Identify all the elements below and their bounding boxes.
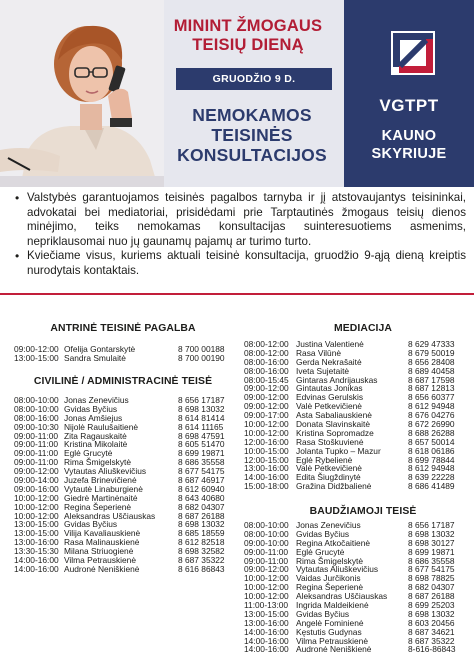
phone-number[interactable]: 8 676 04276 [408, 410, 455, 421]
consult-time: 09:00-11:00 [244, 546, 289, 557]
consultant-name: Iveta Sujetaitė [296, 365, 350, 376]
phone-number[interactable]: 8 687 35322 [178, 555, 225, 566]
consult-time: 08:00-16:00 [14, 412, 59, 423]
consult-time: 13:00-16:00 [244, 463, 289, 474]
consult-time: 13:00-15:00 [14, 352, 59, 363]
consult-time: 14:00-16:00 [244, 472, 289, 483]
civiline-schedule [14, 396, 234, 574]
consult-time: 15:00-18:00 [244, 481, 289, 492]
phone-number[interactable]: 8 614 11165 [178, 421, 224, 432]
phone-number[interactable]: 8 698 13032 [178, 519, 225, 530]
consultant-name: Valė Petkevičienė [296, 463, 362, 474]
consultant-name: Donata Slavinskaitė [296, 419, 371, 430]
phone-number[interactable]: 8 687 26188 [178, 510, 225, 521]
phone-number[interactable]: 8 687 35322 [408, 635, 455, 646]
consultant-name: Vytautas Aliuškevičius [296, 564, 379, 575]
schedule-row [244, 482, 468, 491]
consultant-name: Audronė Neniškienė [64, 563, 140, 574]
intro-paragraph-1 [14, 191, 466, 249]
consultant-name: Vilija Kavaliauskienė [64, 528, 141, 539]
phone-number[interactable]: 8 687 34621 [408, 626, 455, 637]
phone-number[interactable]: 8 699 78844 [408, 454, 455, 465]
consultant-name: Vaidas Jurčikonis [296, 573, 361, 584]
consult-time: 14:00-16:00 [14, 555, 59, 566]
phone-number[interactable]: 8 687 26188 [408, 591, 455, 602]
subtitle-line2: TEISINĖS [211, 125, 293, 145]
phone-number[interactable]: 8 656 17187 [408, 520, 455, 530]
consult-time: 10:00-12:00 [244, 573, 289, 584]
consult-time: 13:00-15:00 [14, 528, 59, 539]
consultant-name: Edita Šiugždinytė [296, 472, 361, 483]
consult-time: 10:00-12:00 [244, 582, 289, 593]
consult-time: 08:00-15:45 [244, 374, 289, 385]
phone-number[interactable]: 8 687 46917 [178, 475, 225, 486]
consult-time: 14:00-16:00 [244, 635, 289, 646]
consultant-name: Giedrė Martinėnaitė [64, 492, 138, 503]
phone-number[interactable]: 8 605 51470 [178, 439, 225, 450]
phone-number[interactable]: 8 679 50019 [408, 347, 455, 358]
phone-number[interactable]: 8 698 13032 [408, 608, 455, 619]
consultant-name: Kristina Mikolaitė [64, 439, 128, 450]
phone-number[interactable]: 8 687 17598 [408, 374, 455, 385]
phone-number[interactable]: 8 677 54175 [178, 466, 225, 477]
phone-number[interactable]: 8 616 86843 [178, 563, 225, 574]
consult-time: 09:00-11:00 [14, 457, 59, 468]
consultant-name: Audronė Neniškienė [296, 644, 372, 655]
phone-number[interactable]: 8 700 00190 [178, 352, 225, 363]
phone-number[interactable]: 8 698 30127 [408, 537, 455, 548]
consult-time: 08:00-12:00 [244, 347, 289, 358]
consultant-name: Gvidas Byčius [64, 403, 118, 414]
consult-time: 13:00-15:00 [14, 519, 59, 530]
phone-number[interactable]: 8 639 22228 [408, 472, 455, 483]
consultant-name: Sandra Smulaitė [64, 352, 126, 363]
phone-number[interactable]: 8 612 94948 [408, 401, 455, 412]
consult-time: 09:00-11:00 [244, 555, 289, 566]
phone-number[interactable]: 8 672 26990 [408, 419, 455, 430]
subtitle-line1: NEMOKAMOS [192, 105, 312, 125]
mediacija-schedule [244, 340, 468, 491]
consult-time: 09:00-12:00 [244, 383, 289, 394]
consultant-name: Regina Šeperienė [64, 501, 132, 512]
branch-line2: SKYRIUJE [371, 146, 447, 162]
consult-time: 12:00-15:00 [244, 454, 289, 465]
consult-time: 08:00-10:00 [244, 520, 289, 530]
consultant-name: Rasa Malinauskienė [64, 537, 140, 548]
consult-time: 09:00-11:00 [14, 448, 59, 459]
consult-time: 10:00-15:00 [244, 445, 289, 456]
consultant-name: Eglė Rybelienė [296, 454, 353, 465]
consultant-name: Rima Šmigelskytė [296, 555, 364, 566]
consultant-name: Zita Ragauskaitė [64, 430, 127, 441]
event-title-line1: MININT ŽMOGAUS [173, 17, 323, 35]
intro-paragraph-1-text: Valstybės garantuojamos teisinės pagalbos tarnyba ir jį atstovaujantys teisininkai, advokatai bei mediatoriai, prisidėdami prie Tarptautinės žmogaus teisių dienos minėjimo, teiks nemokamas konsultacijas suinteresuotiems asmenims, nepriklausomai nuo jų gaunamų pajamų ar turimo turto. [27, 191, 466, 248]
consultant-name: Jonas Zenevičius [64, 395, 129, 405]
consult-time: 10:00-12:00 [14, 492, 59, 503]
consultant-name: Rima Šmigelskytė [64, 457, 132, 468]
branch-line1: KAUNO [381, 128, 437, 144]
consult-time: 08:00-12:00 [244, 339, 289, 349]
consult-time: 13:00-16:00 [14, 537, 59, 548]
consult-time: 09:00-11:00 [14, 430, 59, 441]
consultant-name: Edvinas Gerulskis [296, 392, 364, 403]
consult-time: 14:00-16:00 [244, 644, 289, 655]
consult-time: 13:30-15:30 [14, 546, 59, 557]
phone-number[interactable]: 8 699 25203 [408, 600, 455, 611]
consult-time: 13:00-15:00 [244, 608, 289, 619]
consultant-name: Vilma Petrauskienė [296, 635, 369, 646]
phone-number[interactable]: 8 612 60940 [178, 483, 225, 494]
consultant-name: Justina Valentienė [296, 339, 364, 349]
consultant-name: Kristina Sopromadze [296, 427, 374, 438]
phone-number[interactable]: 8 686 35558 [408, 555, 455, 566]
section-divider [0, 293, 474, 295]
section-title-antrine: ANTRINĖ TEISINĖ PAGALBA [50, 323, 196, 334]
bullet-icon: • [15, 249, 20, 264]
intro-text [14, 191, 466, 279]
woman-on-phone-illustration [0, 0, 164, 187]
phone-number[interactable]: 8 643 40680 [178, 492, 225, 503]
phone-number[interactable]: 8 612 82518 [178, 537, 225, 548]
antrine-schedule [14, 345, 234, 363]
phone-number[interactable]: 8 689 40458 [408, 365, 455, 376]
consultant-name: Asta Sabaliauskienė [296, 410, 372, 421]
consult-time: 09:00-11:00 [14, 439, 59, 450]
phone-number[interactable]: 8 688 26288 [408, 427, 455, 438]
consult-time: 09:00-10:00 [244, 537, 289, 548]
phone-number[interactable]: 8 677 54175 [408, 564, 455, 575]
phone-number[interactable]: 8 603 20456 [408, 617, 455, 628]
phone-number[interactable]: 8 656 60377 [408, 392, 455, 403]
consult-time: 09:00-14:00 [14, 475, 59, 486]
consultant-name: Gražina Didžbalienė [296, 481, 372, 492]
consultant-name: Regina Atkočaitienė [296, 537, 371, 548]
section-title-civiline: CIVILINĖ / ADMINISTRACINĖ TEISĖ [33, 376, 213, 387]
consultant-name: Nijolė Raulušaitienė [64, 421, 139, 432]
consultant-name: Eglė Grucytė [296, 546, 345, 557]
consult-time: 10:00-12:00 [244, 419, 289, 430]
phone-number[interactable]: 8 614 81414 [178, 412, 225, 423]
consultant-name: Jonas Amšiejus [64, 412, 123, 423]
header-banner [0, 0, 474, 187]
consult-time: 08:00-10:00 [14, 395, 59, 405]
phone-number[interactable]: 8 686 41489 [408, 481, 455, 492]
phone-number[interactable]: 8 700 00188 [178, 344, 225, 354]
phone-number[interactable]: 8 699 19871 [178, 448, 225, 459]
consult-time: 09:00-10:30 [14, 421, 59, 432]
intro-paragraph-2-text: Kviečiame visus, kuriems aktuali teisinė konsultacija, gruodžio 9-ąją dieną kreiptis nurodytais kontaktais. [27, 249, 466, 277]
phone-number[interactable]: 8 698 13032 [178, 403, 225, 414]
consultant-name: Gvidas Byčius [296, 608, 350, 619]
consultant-name: Kęstutis Gudynas [296, 626, 362, 637]
consultant-name: Gintaras Andrijauskas [296, 374, 378, 385]
consult-time: 14:00-16:00 [14, 563, 59, 574]
consult-time: 09:00-12:00 [244, 392, 289, 403]
phone-number[interactable]: 8 656 17187 [178, 395, 225, 405]
consult-time: 08:00-10:00 [14, 403, 59, 414]
baudziamoji-schedule [244, 521, 468, 654]
section-title-baudziamoji: BAUDŽIAMOJI TEISĖ [309, 506, 417, 517]
consult-time: 10:00-12:00 [244, 591, 289, 602]
consult-time: 09:00-17:00 [244, 410, 289, 421]
consult-time: 12:00-16:00 [244, 436, 289, 447]
consultant-name: Jonas Zenevičius [296, 520, 361, 530]
consultant-name: Ingrida Maldeikienė [296, 600, 369, 611]
consultant-name: Valė Petkevičienė [296, 401, 362, 412]
section-title-mediacija: MEDIACIJA [333, 323, 393, 334]
phone-number[interactable]: 8 698 13032 [408, 528, 455, 539]
phone-number[interactable]: 8 682 04307 [178, 501, 225, 512]
consult-time: 09:00-12:00 [244, 401, 289, 412]
consultant-name: Juzefa Brinevičienė [64, 475, 137, 486]
consult-time: 09:00-12:00 [244, 564, 289, 575]
bullet-icon: • [15, 191, 20, 205]
consultant-name: Milana Striuogienė [64, 546, 134, 557]
phone-number[interactable]: 8 698 47591 [178, 430, 225, 441]
consult-time: 08:00-10:00 [244, 528, 289, 539]
consultant-name: Regina Šeperienė [296, 582, 364, 593]
consultant-name: Angelė Fominienė [296, 617, 364, 628]
consultant-name: Rasa Stoškuvienė [296, 436, 364, 447]
consult-time: 10:00-12:00 [244, 427, 289, 438]
subtitle-line3: KONSULTACIJOS [177, 145, 327, 165]
consultant-name: Rasa Vilūnė [296, 347, 342, 358]
consult-time: 08:00-16:00 [244, 365, 289, 376]
consultant-name: Gvidas Byčius [64, 519, 118, 530]
consult-time: 10:00-12:00 [14, 510, 59, 521]
consultant-name: Gerda Nekrašaitė [296, 356, 362, 367]
consultant-name: Vytautė Linaburgienė [64, 483, 143, 494]
consult-time: 08:00-16:00 [244, 356, 289, 367]
schedule-row [14, 354, 234, 363]
consultant-name: Ofelija Gontarskytė [64, 344, 136, 354]
phone-number[interactable]: 8 656 28408 [408, 356, 455, 367]
schedule-row [244, 645, 468, 654]
phone-number[interactable]: 8 698 32582 [178, 546, 225, 557]
consult-time: 09:00-16:00 [14, 483, 59, 494]
phone-number[interactable]: 8 687 12813 [408, 383, 455, 394]
consultant-name: Jolanta Tupko – Mazur [296, 445, 381, 456]
intro-paragraph-2 [14, 249, 466, 278]
phone-number[interactable]: 8 685 18559 [178, 528, 225, 539]
org-acronym: VGTPT [379, 96, 439, 115]
consult-time: 11:00-13:00 [244, 600, 289, 611]
consultant-name: Vilma Petrauskienė [64, 555, 137, 566]
consult-time: 10:00-12:00 [14, 501, 59, 512]
consult-time: 09:00-12:00 [14, 466, 59, 477]
phone-number[interactable]: 8-616-86843 [408, 644, 456, 655]
consult-time: 13:00-16:00 [244, 617, 289, 628]
phone-number[interactable]: 8 698 78825 [408, 573, 455, 584]
phone-number[interactable]: 8 618 06186 [408, 445, 455, 456]
consultant-name: Vytautas Aliuškevičius [64, 466, 147, 477]
consultant-name: Gintautas Jonikas [296, 383, 363, 394]
event-date-badge: GRUODŽIO 9 D. [176, 68, 332, 90]
phone-number[interactable]: 8 699 19871 [408, 546, 455, 557]
event-title-line2: TEISIŲ DIENĄ [192, 36, 304, 54]
consult-time: 14:00-16:00 [244, 626, 289, 637]
phone-number[interactable]: 8 612 94948 [408, 463, 455, 474]
consultant-name: Gvidas Byčius [296, 528, 350, 539]
consultant-name: Aleksandras Uščiauskas [296, 591, 388, 602]
phone-number[interactable]: 8 629 47333 [408, 339, 455, 349]
consult-time: 09:00-12:00 [14, 344, 59, 354]
woman-on-phone-photo [0, 0, 164, 187]
schedule-row [14, 565, 234, 574]
phone-number[interactable]: 8 686 35558 [178, 457, 225, 468]
consultant-name: Aleksandras Uščiauskas [64, 510, 156, 521]
consultant-name: Eglė Grucytė [64, 448, 113, 459]
phone-number[interactable]: 8 657 50014 [408, 436, 455, 447]
phone-number[interactable]: 8 682 04307 [408, 582, 455, 593]
vgtpt-logo-icon [390, 30, 436, 76]
